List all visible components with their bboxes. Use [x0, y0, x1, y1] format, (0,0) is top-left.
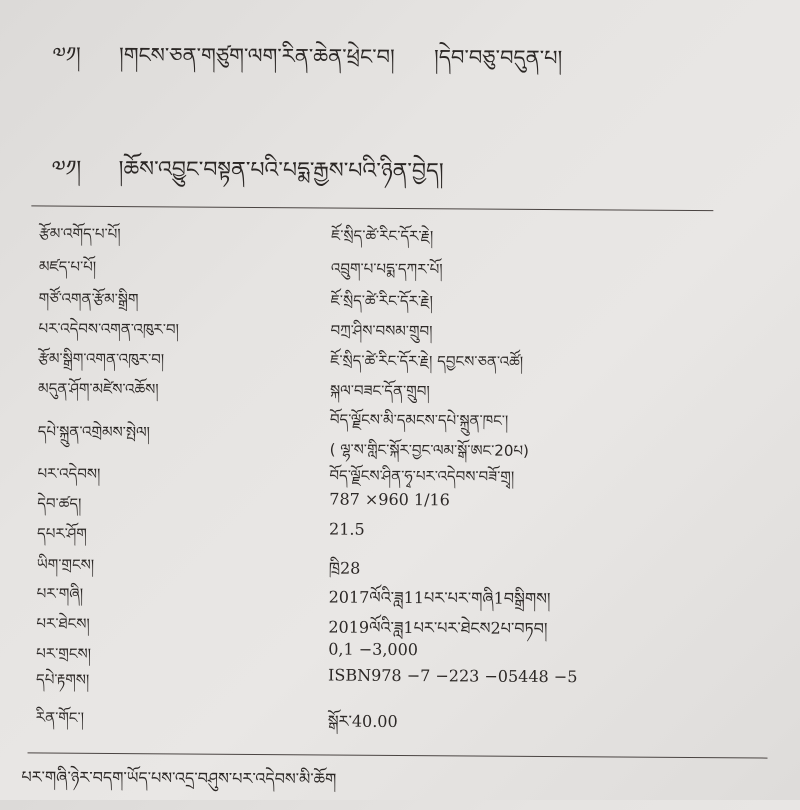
colophon-value: 787 ×960 1/16 [329, 489, 450, 510]
colophon-row [0, 517, 799, 553]
bottom-divider [28, 752, 768, 758]
colophon-label: ཡིག་གྲངས། [36, 555, 95, 574]
colophon-row [1, 250, 800, 286]
colophon-value: 2019ལོའི་ཟླ1པར་པར་ཐེངས2པ་བཏབ། [328, 617, 548, 639]
colophon-value: ISBN978 −7 −223 −05448 −5 [328, 665, 578, 687]
colophon-value: 21.5 [329, 519, 365, 539]
series-number: ༧༡། [52, 42, 81, 67]
colophon-label: རིན་གོང་། [35, 708, 85, 727]
colophon-label: པར་གྲངས། [36, 644, 92, 663]
colophon-value: བོད་ལྗོངས་ཤིན་ཧྭ་པར་འདེབས་བཟོ་གྲྭ། [329, 466, 515, 486]
colophon-value: ཇོ་སྲིད་ཚེ་རིང་དོར་རྗེ། [330, 291, 433, 311]
series-line-1 [52, 32, 562, 95]
colophon-label: གཙོ་འགན་རྩོམ་སྒྲིག [38, 289, 139, 309]
colophon-value: སྒོར་40.00 [327, 711, 398, 731]
colophon-value: སྐལ་བཟང་དོན་གྲུབ། [330, 381, 430, 401]
colophon-row [0, 701, 798, 737]
colophon-label: དཔར་ཤོག [36, 524, 87, 543]
book-number: ༧༡། [51, 156, 82, 182]
colophon-label: དཔེ་རྟགས། [35, 670, 90, 689]
colophon-label: པར་འདེབས་འགན་འཁུར་བ། [38, 319, 179, 339]
colophon-label: རྩོམ་འགོད་པ་པོ། [39, 224, 121, 244]
colophon-label: མདུན་ཤོག་མཛེས་འཆོས། [38, 379, 159, 399]
colophon-label: དེབ་ཚད། [37, 494, 82, 513]
colophon-value: ཇོ་སྲིད་ཚེ་རིང་དོར་རྗེ། དབྱངས་ཅན་འཚོ། [330, 351, 524, 371]
colophon-value: འབྲུག་པ་པདྨ་དཀར་པོ། [330, 259, 443, 279]
colophon-row [1, 217, 800, 253]
colophon-value: ཁྲི28 [328, 558, 361, 578]
series-volume: །དེབ་བཅུ་བདུན་པ། [433, 45, 563, 71]
copyright-notice: པར་གཞི་ཉེར་བདག་ཡོད་པས་འདྲ་བཤུས་པར་འདེབས་མི་ཆོག [21, 767, 337, 789]
colophon-label: པར་གཞི། [36, 584, 84, 603]
colophon-label: མཛད་པ་པོ། [38, 257, 97, 276]
colophon-value-address: ( ལྷ་ས་གླིང་སྐོར་བྱང་ལམ་སྒོ་ཨང་20པ) [329, 440, 529, 460]
book-title-line [51, 144, 443, 209]
colophon-row [0, 401, 800, 460]
colophon-value: བཀྲ་ཤིས་བསམ་གྲུབ། [330, 321, 433, 341]
colophon-value: བོད་ལྗོངས་མི་དམངས་དཔེ་སྐྲུན་ཁང་། [329, 410, 509, 430]
colophon-label: པར་ཐེངས། [36, 614, 90, 633]
colophon-row [0, 663, 798, 699]
colophon-label: རྩོམ་སྒྲིག་འགན་འཁུར་བ། [38, 349, 165, 369]
colophon-value: 0,1 −3,000 [328, 639, 419, 660]
colophon-value: 2017ལོའི་ཟླ11པར་པར་གཞི1བསྒྲིགས། [328, 587, 551, 609]
colophon-label: དཔེ་སྐྲུན་འགྲེམས་སྤེལ། [37, 422, 150, 442]
book-title: །ཆོས་འབྱུང་བསྟན་པའི་པདྨ་རྒྱས་པའི་ཉིན་བྱེད། [118, 157, 444, 185]
colophon-label: པར་འདེབས། [37, 464, 101, 483]
colophon-value: ཇོ་སྲིད་ཚེ་རིང་དོར་རྗེ། [331, 226, 434, 246]
series-title: །གངས་ཅན་གཙུག་ལག་རིན་ཆེན་ཕྲེང་བ། [119, 43, 395, 69]
